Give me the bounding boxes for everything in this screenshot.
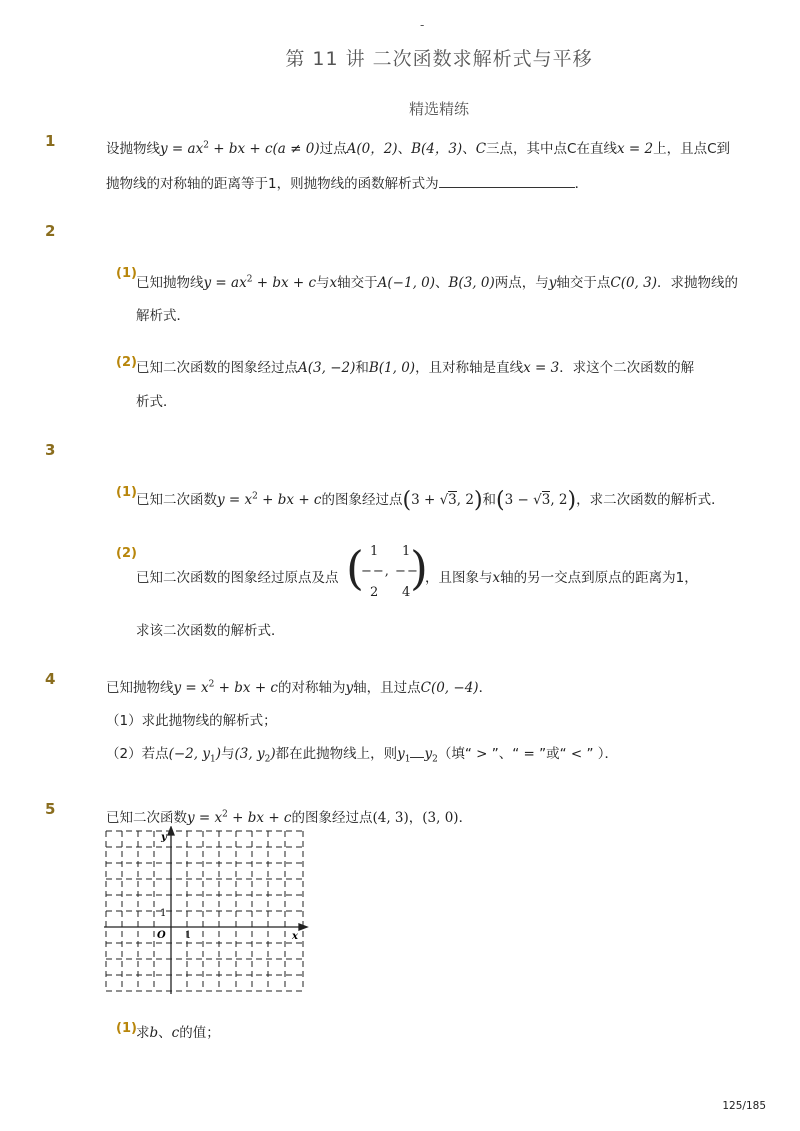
page-title: 第 11 讲 二次函数求解析式与平移 bbox=[285, 48, 593, 70]
q1-line-2: 抛物线的对称轴的距离等于1，则抛物线的函数解析式为 ． bbox=[106, 176, 589, 192]
q3-part1-label: (1) bbox=[116, 485, 137, 500]
y-unit-label: 1 bbox=[160, 908, 167, 919]
header-mark: - bbox=[420, 18, 425, 32]
q3-frac-num-1: 1 bbox=[370, 544, 379, 559]
q3-part2-text-a: 已知二次函数的图象经过原点及点 bbox=[136, 570, 339, 586]
q4-line-3: （2）若点(−2, $y_1$)与(3, $y_2$)都在此抛物线上，则$y_1$ $y_2$（填“ > ”、“ = ”或“ < ” ）． bbox=[106, 746, 619, 765]
q3-part1-line: 已知二次函数$y = x^2$ + bx + c的图象经过点(3 + √3, 2)和(3 − √3, 2)，求二次函数的解析式． bbox=[136, 488, 725, 513]
q3-frac-num-2: 1 bbox=[402, 544, 411, 559]
q5-part1-label: (1) bbox=[116, 1021, 137, 1036]
q2-part2-label: (2) bbox=[116, 355, 137, 370]
question-number-4: 4 bbox=[45, 670, 56, 688]
coordinate-grid bbox=[100, 826, 310, 996]
q2-part1-line-1: 已知抛物线$y = ax^2$ + bx + c与x轴交于A(−1, 0)、B(3, 0)两点，与y轴交于点C(0, 3)．求抛物线的 bbox=[136, 274, 738, 291]
q3-part2-line-2: 求该二次函数的解析式． bbox=[136, 623, 285, 639]
q3-frac-middle: −−, −− bbox=[361, 564, 419, 579]
compare-blank[interactable] bbox=[410, 747, 424, 758]
q3-part2-label: (2) bbox=[116, 546, 137, 561]
q2-part1-line-2: 解析式． bbox=[136, 308, 190, 324]
x-axis-label: x bbox=[292, 931, 298, 942]
page-subtitle: 精选精练 bbox=[408, 100, 469, 118]
question-number-1: 1 bbox=[45, 132, 56, 150]
q2-part2-line-2: 析式． bbox=[136, 394, 177, 410]
q3-part2-text-b: ，且图象与x轴的另一交点到原点的距离为1， bbox=[425, 570, 698, 586]
q4-line-1: 已知抛物线$y = x^2$ + bx + c的对称轴为y轴，且过点C(0, −4)． bbox=[106, 679, 493, 696]
question-number-2: 2 bbox=[45, 222, 56, 240]
question-number-5: 5 bbox=[45, 800, 56, 818]
q3-bracket-left: ( bbox=[346, 541, 364, 595]
q2-part1-label: (1) bbox=[116, 266, 137, 281]
q4-line-2: （1）求此抛物线的解析式； bbox=[106, 713, 277, 729]
q5-part1-line: 求b、c的值； bbox=[136, 1025, 220, 1041]
y-axis-arrow bbox=[168, 827, 174, 835]
page-number: 125/185 bbox=[722, 1100, 766, 1112]
q3-frac-den-2: 4 bbox=[402, 585, 411, 600]
y-axis-label: y bbox=[161, 832, 167, 843]
origin-label: O bbox=[157, 930, 166, 941]
q1-line-1: 设抛物线$y = ax^2$ + bx + c(a ≠ 0)过点A(0，2)、B(4，3)、C三点，其中点C在直线x = 2上，且点C到 bbox=[106, 140, 731, 157]
x-axis-arrow bbox=[299, 924, 307, 930]
question-number-3: 3 bbox=[45, 441, 56, 459]
q2-part2-line-1: 已知二次函数的图象经过点A(3, −2)和B(1, 0)，且对称轴是直线x = 3．求这个二次函数的解 bbox=[136, 360, 695, 376]
q3-bracket-right: ) bbox=[410, 541, 428, 595]
x-unit-label: 1 bbox=[185, 930, 192, 941]
answer-blank[interactable] bbox=[439, 175, 575, 188]
q5-line-1: 已知二次函数$y = x^2$ + bx + c的图象经过点(4, 3)，(3, 0)． bbox=[106, 809, 473, 826]
q3-frac-den-1: 2 bbox=[370, 585, 379, 600]
